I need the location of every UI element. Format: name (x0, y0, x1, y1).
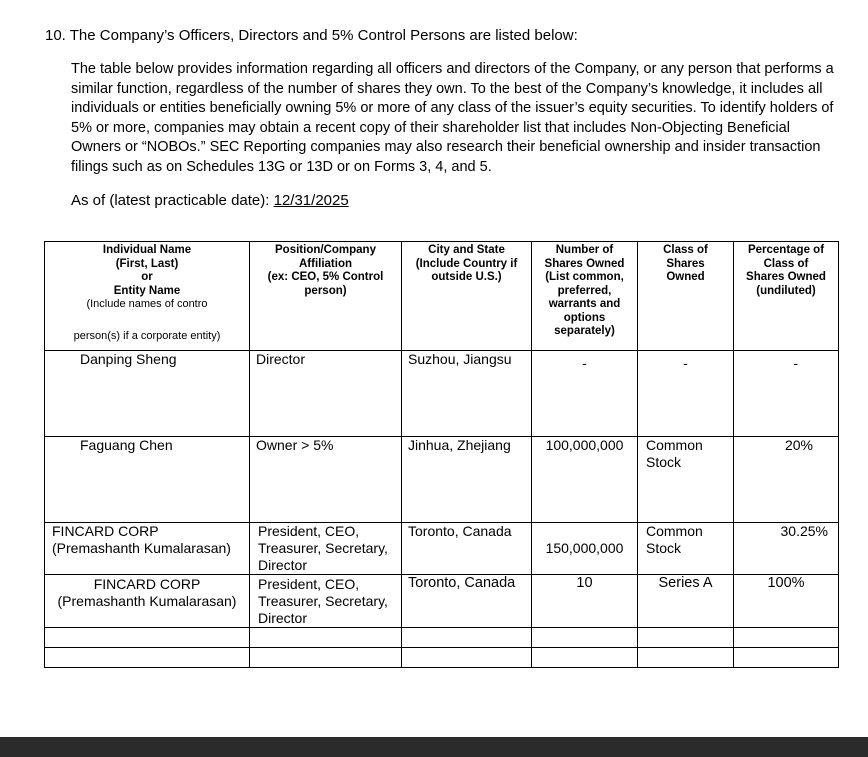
cell-shares: 100,000,000 (532, 437, 638, 523)
header-position (250, 242, 402, 351)
cell-city: Toronto, Canada (402, 523, 532, 575)
section-heading: 10. The Company’s Officers, Directors and 5% Control Persons are listed below: (45, 27, 578, 44)
header-city-line1: City and State (428, 244, 505, 256)
cell-city: Suzhou, Jiangsu (402, 351, 532, 437)
header-shares-line4: preferred, (557, 284, 612, 297)
table-row (45, 523, 839, 575)
cell-name: Danping Sheng (45, 351, 250, 437)
empty-cell (250, 648, 402, 668)
header-position-line2: Affiliation (298, 257, 353, 270)
header-name-line2: (First, Last) (115, 257, 179, 270)
header-percent (734, 242, 839, 351)
table-row (45, 351, 839, 437)
header-percent-line3: Shares Owned (746, 271, 826, 283)
header-name-line3: or (141, 271, 153, 283)
cell-position: Owner > 5% (250, 437, 402, 523)
as-of-line (71, 192, 353, 209)
header-shares-line6: options (563, 311, 606, 324)
intro-paragraph (71, 60, 841, 177)
header-shares-line1: Number of (555, 244, 614, 256)
header-class-line2: Shares (666, 257, 705, 270)
cell-class: Common Stock (638, 437, 734, 523)
cell-name: Faguang Chen (45, 437, 250, 523)
header-shares-line3: (List common, (545, 271, 624, 283)
header-position-line3: (ex: CEO, 5% Control (267, 271, 384, 283)
cell-city: Toronto, Canada (402, 575, 532, 628)
header-name-line4: Entity Name (113, 284, 181, 297)
header-position-line1: Position/Company (275, 244, 376, 256)
header-percent-line2: Class of (763, 257, 809, 270)
table-row (45, 575, 839, 628)
empty-cell (638, 628, 734, 648)
empty-cell (250, 628, 402, 648)
cell-class: - (638, 351, 734, 437)
cell-shares: - (532, 351, 638, 437)
cell-percent: - (734, 351, 839, 437)
header-name-note1: (Include names of contro (86, 298, 208, 310)
header-position-line4: person) (304, 284, 347, 297)
header-percent-line1: Percentage of (747, 244, 825, 256)
cell-class: Series A (638, 575, 734, 628)
footer-bar (0, 737, 868, 757)
header-class-line3: Owned (666, 271, 705, 283)
as-of-label: As of (latest practicable date): (71, 192, 270, 209)
header-shares (532, 242, 638, 351)
header-shares-line2: Shares Owned (544, 257, 625, 270)
table-row-empty (45, 648, 839, 668)
header-percent-line4: (undiluted) (756, 284, 816, 297)
header-name-line1: Individual Name (102, 244, 192, 256)
cell-shares: 150,000,000 (532, 523, 638, 575)
cell-city: Jinhua, Zhejiang (402, 437, 532, 523)
table-row-empty (45, 628, 839, 648)
cell-class: Common Stock (638, 523, 734, 575)
as-of-date: 12/31/2025 (273, 192, 349, 209)
cell-name: FINCARD CORP (Premashanth Kumalarasan) (45, 523, 250, 575)
cell-percent: 20% (734, 437, 839, 523)
empty-cell (638, 648, 734, 668)
header-name (45, 242, 250, 351)
cell-position: President, CEO, Treasurer, Secretary, Director (250, 575, 402, 628)
empty-cell (45, 628, 250, 648)
empty-cell (532, 628, 638, 648)
header-city (402, 242, 532, 351)
cell-position: President, CEO, Treasurer, Secretary, Director (250, 523, 402, 575)
table-header-row (45, 242, 839, 351)
empty-cell (734, 628, 839, 648)
cell-percent: 30.25% (734, 523, 839, 575)
header-name-note2: person(s) if a corporate entity) (73, 329, 221, 342)
empty-cell (402, 648, 532, 668)
header-class (638, 242, 734, 351)
cell-name: FINCARD CORP (Premashanth Kumalarasan) (45, 575, 250, 628)
header-shares-line5: warrants and (548, 298, 621, 310)
header-city-line2: (Include Country if (415, 257, 518, 270)
cell-percent: 100% (734, 575, 839, 628)
control-persons-table (44, 241, 839, 668)
intro-paragraph-text: The table below provides information regarding all officers and directors of the Company, or any person that performs a similar function, regardless of the number of shares they own. To the best of the Company’s knowledge, it includes all individuals or entities beneficially owning 5% or more of any class of the issuer’s equity securities. To identify holders of 5% or more, companies may obtain a recent copy of their shareholder list that includes Non-Objecting Beneficial Owners or “NOBOs.” SEC Reporting companies may also research their beneficial ownership and insider transaction filings such as on Schedules 13G or 13D or on Forms 3, 4, and 5. (71, 61, 834, 175)
empty-cell (734, 648, 839, 668)
empty-cell (402, 628, 532, 648)
cell-position: Director (250, 351, 402, 437)
empty-cell (532, 648, 638, 668)
header-class-line1: Class of (663, 244, 708, 256)
header-shares-line7: separately) (554, 325, 615, 337)
empty-cell (45, 648, 250, 668)
header-city-line3: outside U.S.) (431, 271, 502, 283)
table-row (45, 437, 839, 523)
cell-shares: 10 (532, 575, 638, 628)
